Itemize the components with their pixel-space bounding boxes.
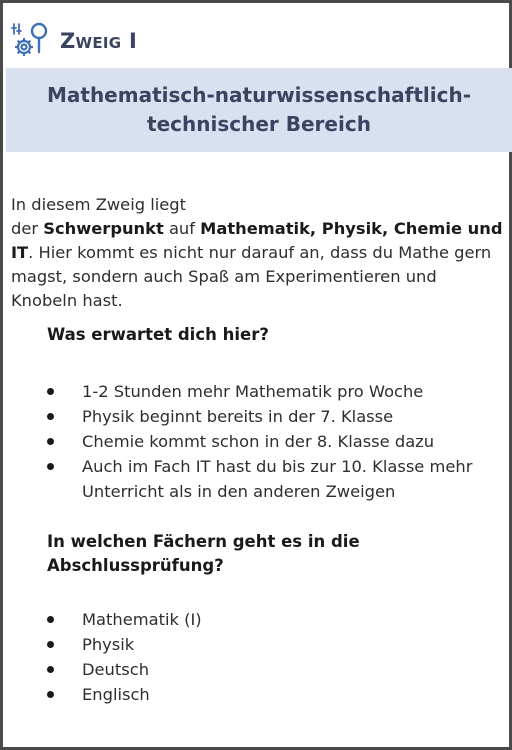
list-item-text: Chemie kommt schon in der 8. Klasse dazu: [82, 432, 435, 451]
banner-title: Mathematisch-naturwissenschaftlich-technischer Bereich: [46, 83, 471, 136]
list-item: [47, 454, 507, 504]
list-item: [47, 379, 507, 404]
bullet-icon: [47, 438, 54, 445]
list-item: [47, 607, 507, 632]
intro-text: auf: [163, 219, 201, 238]
list-item-text: 1-2 Stunden mehr Mathematik pro Woche: [82, 382, 424, 401]
bullet-icon: [47, 691, 54, 698]
intro-emphasis: Mathematik, Physik, Chemie und IT: [11, 219, 503, 262]
list-item-text: Mathematik (I): [82, 610, 202, 629]
list-item: [47, 429, 507, 454]
bullet-icon: [47, 641, 54, 648]
list-item: [47, 404, 507, 429]
list-item: [47, 682, 507, 707]
bullet-icon: [47, 616, 54, 623]
list-item: [47, 657, 507, 682]
list-item-text: Physik: [82, 635, 135, 654]
intro-text: der: [11, 219, 44, 238]
bullet-icon: [47, 666, 54, 673]
section-banner: [6, 68, 512, 152]
intro-text: . Hier kommt es nicht nur darauf an, dass du Mathe gern magst, sondern auch Spaß am Experimentieren und Knobeln hast.: [11, 243, 492, 310]
bullet-icon: [47, 413, 54, 420]
expectations-list: [47, 379, 507, 504]
page-title: Zweig I: [60, 29, 138, 53]
intro-text: In diesem Zweig liegt: [11, 195, 187, 214]
section-heading-exams: In welchen Fächern geht es in die Abschlussprüfung?: [47, 532, 360, 575]
intro-paragraph: [11, 193, 503, 313]
gear-magnifier-icon: [10, 20, 52, 62]
list-item-text: Englisch: [82, 685, 150, 704]
list-item-text: Deutsch: [82, 660, 150, 679]
list-item-text: Physik beginnt bereits in der 7. Klasse: [82, 407, 394, 426]
bullet-icon: [47, 463, 54, 470]
list-item-text: Auch im Fach IT hast du bis zur 10. Klasse mehr Unterricht als in den anderen Zweigen: [82, 457, 473, 501]
section-heading-expectations: Was erwartet dich hier?: [47, 325, 269, 344]
list-item: [47, 632, 507, 657]
intro-emphasis: Schwerpunkt: [43, 219, 164, 238]
bullet-icon: [47, 388, 54, 395]
exam-subjects-list: [47, 607, 507, 707]
